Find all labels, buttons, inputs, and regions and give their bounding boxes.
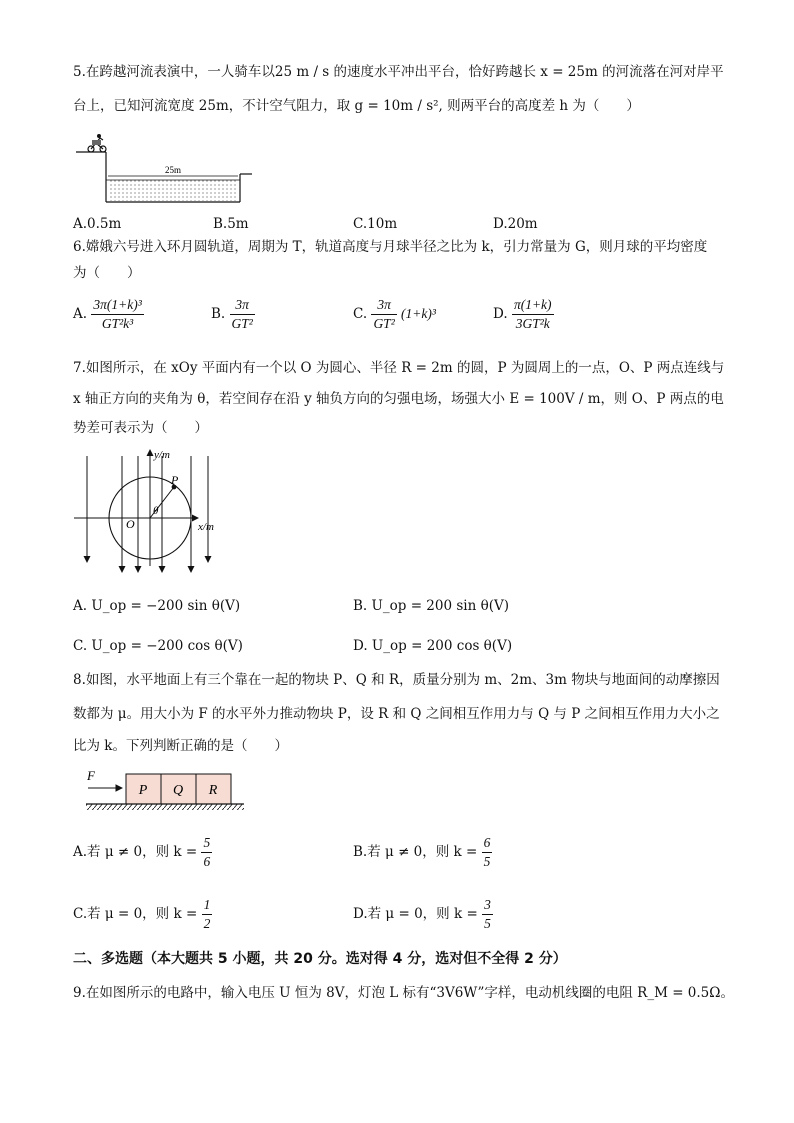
q8-line3: 比为 k。下列判断正确的是（ ） [73,738,288,754]
q8-line2: 数都为 μ。用大小为 F 的水平外力推动物块 P，设 R 和 Q 之间相互作用力与 Q 与 P 之间相互作用力大小之 [73,706,720,722]
q5-option-d[interactable]: D.20m [493,216,538,232]
q8-option-d-num: 3 [482,896,493,915]
q6-option-b-num: 3π [230,296,255,315]
q8-option-b-den: 5 [483,854,491,869]
q7-field-figure [70,446,230,586]
q6-option-d[interactable] [493,296,554,333]
q8-option-a-fraction [201,834,212,871]
q6-option-a[interactable] [73,296,144,333]
q6-option-a-label: A. [73,306,88,322]
q8-option-c-fraction [202,896,213,933]
q7-x-axis-label: x/m [198,521,214,533]
q8-option-a[interactable] [73,834,212,871]
q6-option-d-num: π(1+k) [512,296,554,315]
q6-option-c-tail: (1+k)³ [401,306,436,321]
q8-block-r: R [208,783,218,798]
q7-option-d[interactable]: D. U_op = 200 cos θ(V) [353,638,513,654]
section-heading: 二、多选题（本大题共 5 小题，共 20 分。选对得 4 分，选对但不全得 2 分） [73,951,567,967]
q5-option-c[interactable]: C.10m [353,216,398,232]
q6-option-b[interactable] [211,296,255,333]
q6-option-c-num: 3π [371,296,396,315]
q8-option-d-den: 5 [484,916,491,931]
q7-option-c[interactable]: C. U_op = −200 cos θ(V) [73,638,243,654]
q6-option-c-den: GT² [373,316,395,331]
q8-block-q: Q [172,783,184,798]
q8-block-p: P [138,783,148,798]
q5-option-b[interactable]: B.5m [213,216,249,232]
q8-option-d[interactable] [353,896,493,933]
q7-angle-label: θ [153,505,159,517]
q8-option-d-label: D.若 μ = 0，则 k = [353,906,478,922]
q5-option-a[interactable]: A.0.5m [73,216,122,232]
q6-option-b-label: B. [211,306,226,322]
q8-option-c-num: 1 [202,896,213,915]
q6-option-c-label: C. [353,306,368,322]
q8-option-b-num: 6 [482,834,493,853]
q8-option-b-label: B.若 μ ≠ 0，则 k = [353,844,478,860]
q8-option-b[interactable] [353,834,492,871]
q6-option-d-fraction [512,296,554,333]
q8-option-a-num: 5 [201,834,212,853]
q8-option-c-den: 2 [203,916,211,931]
q8-option-d-fraction [482,896,493,933]
q6-line1: 6.嫦娥六号进入环月圆轨道，周期为 T，轨道高度与月球半径之比为 k，引力常量为 G，则月球的平均密度 [73,239,708,255]
q5-river-figure [70,132,260,207]
q6-option-a-fraction [91,296,143,333]
q7-origin-label: O [126,517,135,531]
q6-option-c-fraction [371,296,396,333]
q6-option-c[interactable] [353,296,436,333]
q8-option-c-label: C.若 μ = 0，则 k = [73,906,198,922]
q8-force-label: F [87,768,95,783]
q6-option-a-num: 3π(1+k)³ [91,296,143,315]
q5-width-label: 25m [164,165,182,175]
q6-option-a-den: GT²k³ [101,316,134,331]
q6-line2: 为（ ） [73,265,141,281]
q8-option-a-den: 6 [203,854,211,869]
q9-line1: 9.在如图所示的电路中，输入电压 U 恒为 8V，灯泡 L 标有“3V6W”字样，电动机线圈的电阻 R_M = 0.5Ω。 [73,985,734,1001]
q8-option-a-label: A.若 μ ≠ 0，则 k = [73,844,198,860]
q8-line1: 8.如图，水平地面上有三个靠在一起的物块 P、Q 和 R，质量分别为 m、2m、3m 物块与地面间的动摩擦因 [73,672,720,688]
q7-line1: 7.如图所示，在 xOy 平面内有一个以 O 为圆心、半径 R = 2m 的圆，P 为圆周上的一点，O、P 两点连线与 [73,360,725,376]
q6-option-d-den: 3GT²k [515,316,550,331]
q7-option-b[interactable]: B. U_op = 200 sin θ(V) [353,598,509,614]
q5-line1: 5.在跨越河流表演中，一人骑车以25 m / s 的速度水平冲出平台，恰好跨越长 x = 25m 的河流落在河对岸平 [73,64,724,80]
q6-option-b-den: GT² [231,316,253,331]
q8-blocks-figure [84,766,254,816]
q6-option-b-fraction [230,296,255,333]
q8-option-c[interactable] [73,896,212,933]
q5-line2: 台上，已知河流宽度 25m，不计空气阻力，取 g = 10m / s², 则两平台的高度差 h 为（ ） [73,98,640,114]
q8-option-b-fraction [482,834,493,871]
q7-option-a[interactable]: A. U_op = −200 sin θ(V) [73,598,241,614]
q7-line3: 势差可表示为（ ） [73,420,208,436]
q7-point-label: P [171,473,179,487]
bike-rider-icon [88,134,106,152]
q6-option-d-label: D. [493,306,508,322]
q7-y-axis-label: y/m [154,449,170,461]
q7-line2: x 轴正方向的夹角为 θ，若空间存在沿 y 轴负方向的匀强电场，场强大小 E = 100V / m，则 O、P 两点的电 [73,391,724,407]
